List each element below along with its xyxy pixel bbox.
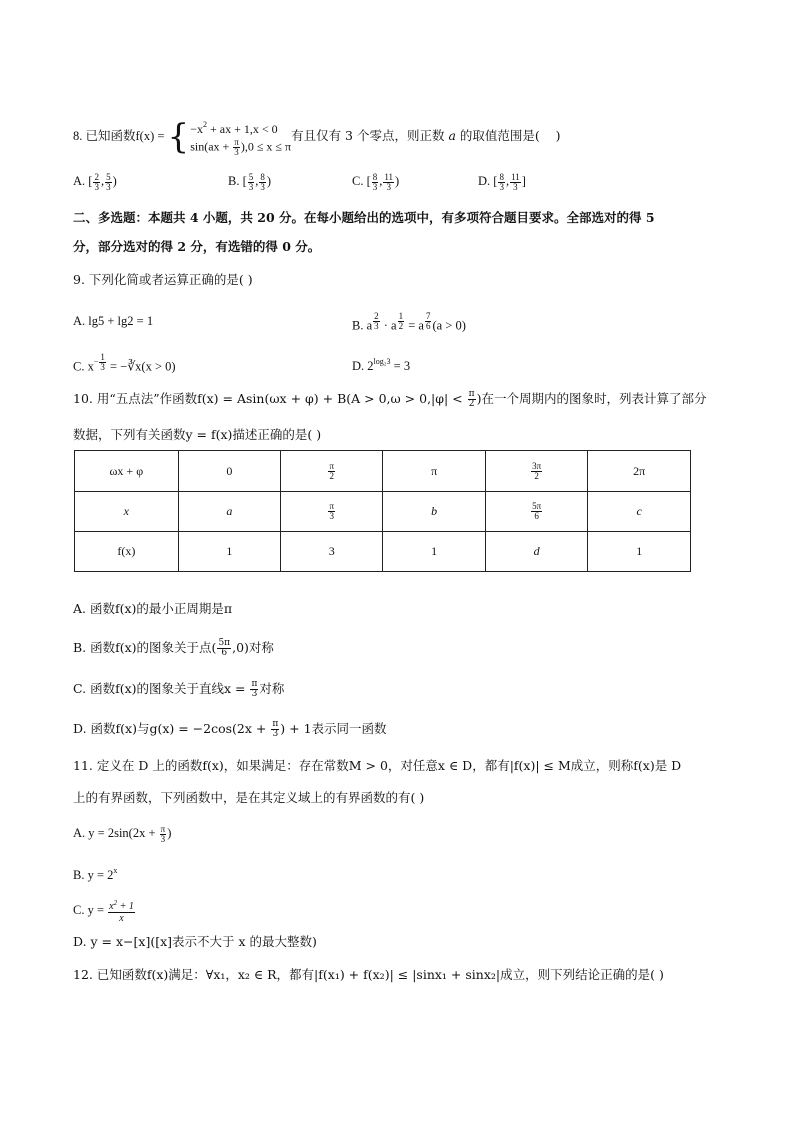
table-cell: 1: [383, 532, 485, 572]
q8-option-a-text: A. [ $\frac{2}{3}$ , $\frac{5}{3}$ ): [73, 171, 117, 192]
q8-stem: 8. 已知函数f(x) = { $-x^2$ + ax + 1,x < 0 sin(ax + $\frac{\pi}{3}$ ),0 ≤ x ≤ π 有且仅有 3 个零点，则正数 a 的取值范围是( ): [73, 116, 561, 157]
table-cell: a: [178, 492, 280, 532]
q8-option-c: C. [ $\frac{8}{3}$ , $\frac{11}{3}$ ): [352, 171, 400, 192]
q8-piecewise: { $-x^2$ + ax + 1,x < 0 sin(ax + $\frac{\pi}{3}$ ),0 ≤ x ≤ π: [167, 116, 292, 157]
table-cell: d: [485, 532, 588, 572]
section2-line2: 分，部分选对的得 2 分，有选错的得 0 分。: [73, 239, 321, 254]
q8-option-b: B. [ $\frac{5}{3}$ , $\frac{8}{3}$ ): [228, 171, 272, 192]
q11-option-b: B. $y = 2^x$: [73, 866, 118, 882]
section2-line1: 二、多选题：本题共 4 小题，共 20 分。在每小题给出的选项中，有多项符合题目要求。全部选对的得 5: [73, 210, 655, 225]
table-cell: 2π: [588, 451, 691, 492]
q10-option-b: B. 函数f(x)的图象关于点( $\frac{5\pi}{6}$ ,0)对称: [73, 638, 274, 658]
table-cell: 1: [178, 532, 280, 572]
table-cell: 0: [178, 451, 280, 492]
q9-option-b: B. a $^{\frac{2}{3}}$ · a $^{\frac{1}{2}}$ = a $^{\frac{7}{6}}$ (a > 0): [352, 311, 466, 333]
table-cell: $\frac{3\pi}{2}$: [485, 451, 588, 492]
q11-option-d: D. y = x−[x]([x]表示不大于 x 的最大整数): [73, 934, 317, 949]
q8-option-d: D. [ $\frac{8}{3}$ , $\frac{11}{3}$ ]: [478, 171, 526, 192]
table-cell: x: [75, 492, 179, 532]
table-cell: c: [588, 492, 691, 532]
q10-table: [74, 450, 691, 572]
q11-option-a: A. y = 2sin(2x + $\frac{\pi}{3}$ ): [73, 823, 172, 844]
table-cell: $\frac{\pi}{3}$: [281, 492, 383, 532]
table-cell: 3: [281, 532, 383, 572]
table-cell: ωx + φ: [75, 451, 179, 492]
q10-stem-line1: 10. 用“五点法”作函数f(x) = Asin(ωx + φ) + B(A > 0,ω > 0,|φ| < $\frac{\pi}{2}$ )在一个周期内的图象时，列表计算了部分: [73, 389, 707, 409]
q10-option-a: A. 函数f(x)的最小正周期是π: [73, 601, 233, 616]
q11-stem-line2: 上的有界函数，下列函数中，是在其定义域上的有界函数的有( ): [73, 790, 425, 805]
q9-option-d: D. $2^{log_23} = 3$: [352, 357, 411, 373]
table-row: [75, 492, 691, 532]
table-cell: f(x): [75, 532, 179, 572]
table-cell: b: [383, 492, 485, 532]
table-cell: $\frac{5\pi}{6}$: [485, 492, 588, 532]
q12-stem: 12. 已知函数f(x)满足：∀x₁，x₂ ∈ R，都有|f(x₁) + f(x₂)| ≤ |sinx₁ + sinx₂|成立，则下列结论正确的是( ): [73, 967, 664, 982]
table-cell: π: [383, 451, 485, 492]
q10-option-d: D. 函数f(x)与g(x) = −2cos(2x + $\frac{\pi}{3}$ ) + 1表示同一函数: [73, 719, 387, 739]
q10-option-c: C. 函数f(x)的图象关于直线x = $\frac{\pi}{3}$ 对称: [73, 679, 285, 699]
q10-stem-line2: 数据，下列有关函数y = f(x)描述正确的是( ): [73, 427, 322, 442]
table-row: [75, 451, 691, 492]
table-cell: $\frac{\pi}{2}$: [281, 451, 383, 492]
q9-option-a: A. lg5 + lg2 = 1: [73, 314, 154, 328]
q9-option-c: C. $x^{- \frac{1}{3}}$ = −∛x(x > 0): [73, 352, 176, 374]
table-row: [75, 532, 691, 572]
q11-option-c: C. y = $\frac{x^2 + 1}{x}$: [73, 899, 134, 924]
table-cell: 1: [588, 532, 691, 572]
q11-stem-line1: 11. 定义在 D 上的函数f(x)，如果满足：存在常数M > 0，对任意x ∈ D，都有|f(x)| ≤ M成立，则称f(x)是 D: [73, 758, 682, 773]
q9-stem: 9. 下列化简或者运算正确的是( ): [73, 272, 253, 287]
